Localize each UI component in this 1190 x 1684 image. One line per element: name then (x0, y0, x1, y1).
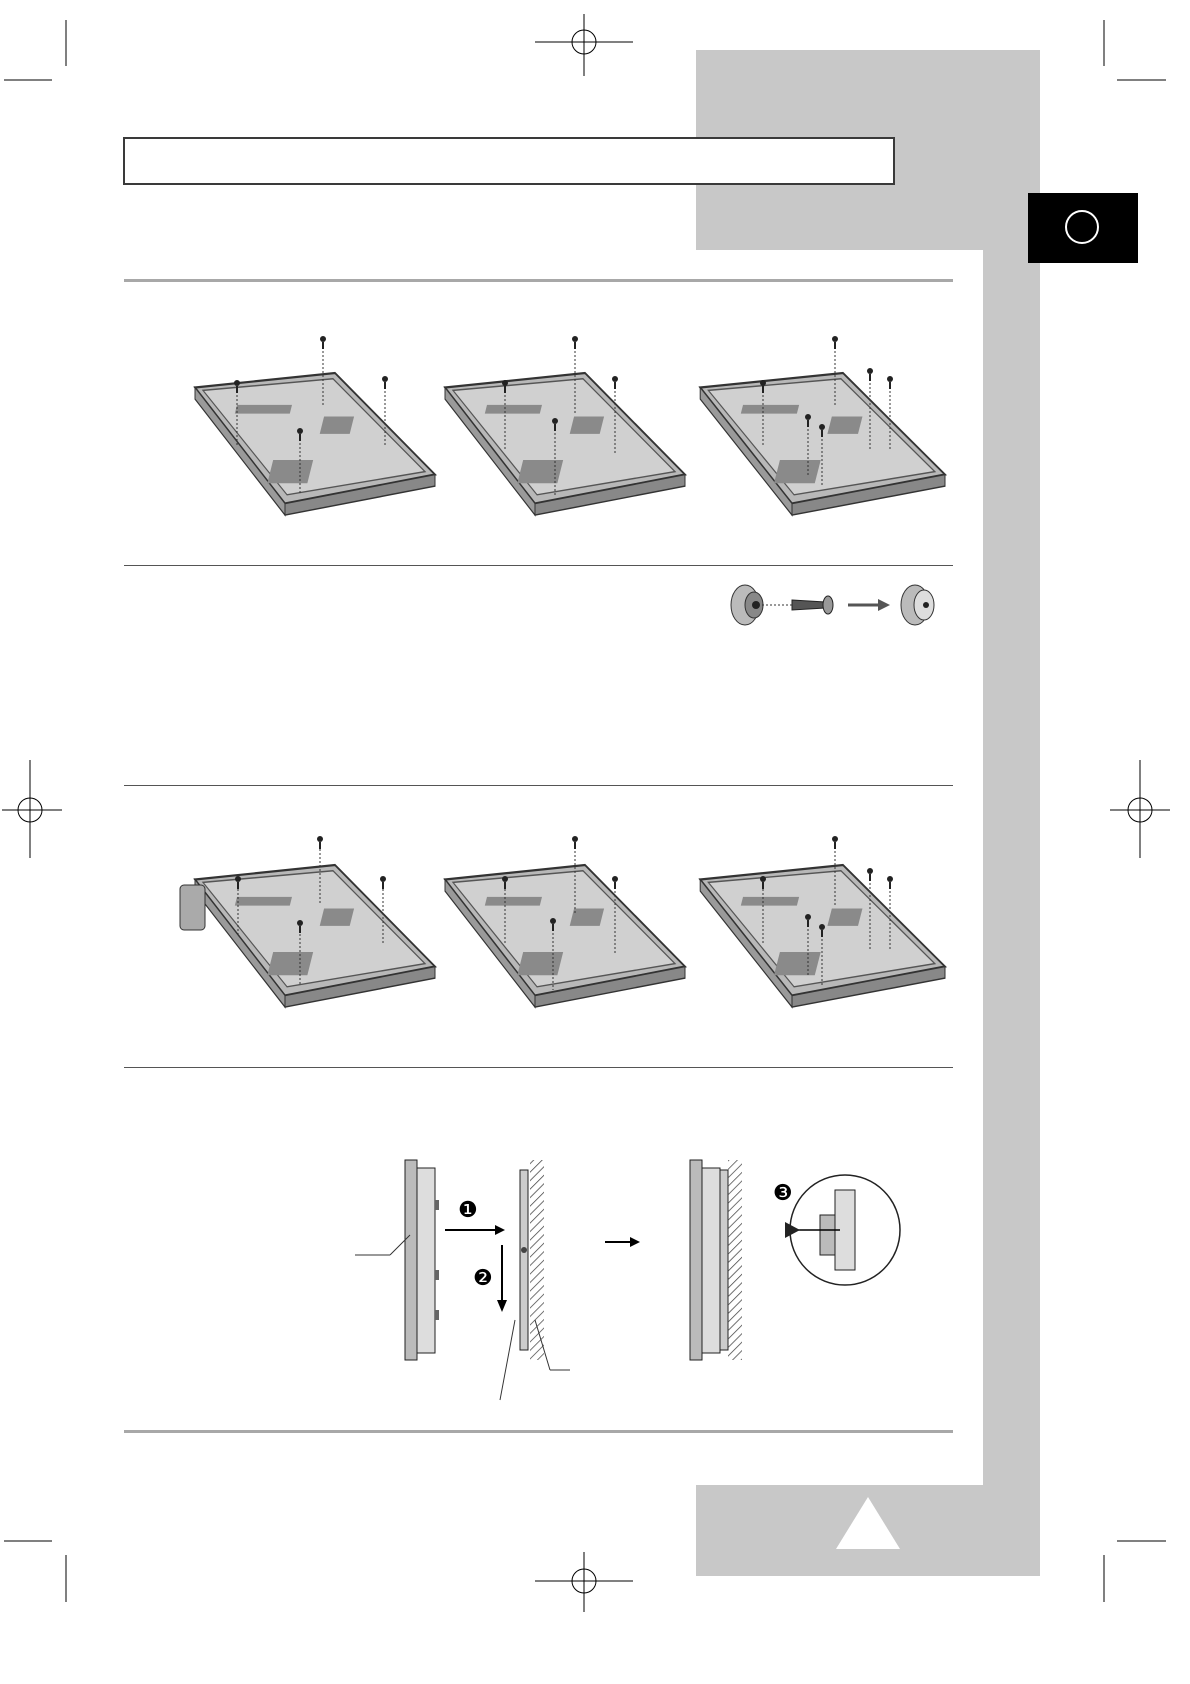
crop-mark-bottom-left (4, 1541, 66, 1602)
screw-icon (792, 596, 833, 614)
crop-mark-top-right (1104, 20, 1166, 80)
right-arrow-icon (445, 1225, 505, 1235)
screw-icon (867, 868, 873, 881)
screw-icon (317, 836, 323, 849)
registration-mark-icon (535, 14, 633, 76)
screw-icon (382, 376, 388, 389)
registration-mark-icon (535, 1552, 633, 1612)
spacer-icon (901, 585, 934, 625)
figure-step3-tv-a (180, 835, 440, 1045)
callout-marker-2: ❷ (473, 1266, 493, 1291)
figure-step3-tv-c (690, 835, 955, 1045)
wall-hatch (530, 1160, 544, 1360)
screw-icon (887, 876, 893, 889)
screw-icon (612, 876, 618, 889)
screw-icon (612, 376, 618, 389)
registration-mark-icon (1110, 760, 1170, 858)
detail-zoom-circle (785, 1175, 900, 1285)
page-turn-triangle-icon (836, 1497, 900, 1549)
figure-step1-tv-b (435, 335, 690, 545)
crop-mark-top-left (4, 20, 66, 80)
screw-icon (832, 836, 838, 849)
wall-bracket (520, 1170, 528, 1350)
figure-step4-wall-mount (355, 1160, 925, 1400)
spacer-detail-inset (180, 885, 205, 930)
tv-mounted-side-view (690, 1160, 742, 1360)
screw-icon (832, 336, 838, 349)
crop-mark-bottom-right (1104, 1541, 1166, 1602)
callout-marker-3: ❸ (773, 1181, 793, 1206)
right-arrow-icon (605, 1237, 640, 1247)
screw-icon (320, 336, 326, 349)
screw-icon (380, 876, 386, 889)
screw-icon (887, 376, 893, 389)
screw-icon (572, 836, 578, 849)
figure-step2-spacer-assembly (720, 575, 950, 635)
right-arrow-icon (848, 599, 890, 611)
tv-side-view (405, 1160, 439, 1360)
callout-marker-1: ❶ (458, 1198, 478, 1223)
screw-icon (572, 336, 578, 349)
down-arrow-icon (497, 1245, 507, 1312)
figure-step1-tv-a (185, 335, 440, 545)
screw-icon (867, 368, 873, 381)
figure-step1-tv-c (690, 335, 955, 545)
registration-mark-icon (2, 760, 62, 858)
figure-step3-tv-b (435, 835, 690, 1045)
spacer-icon (731, 585, 763, 625)
